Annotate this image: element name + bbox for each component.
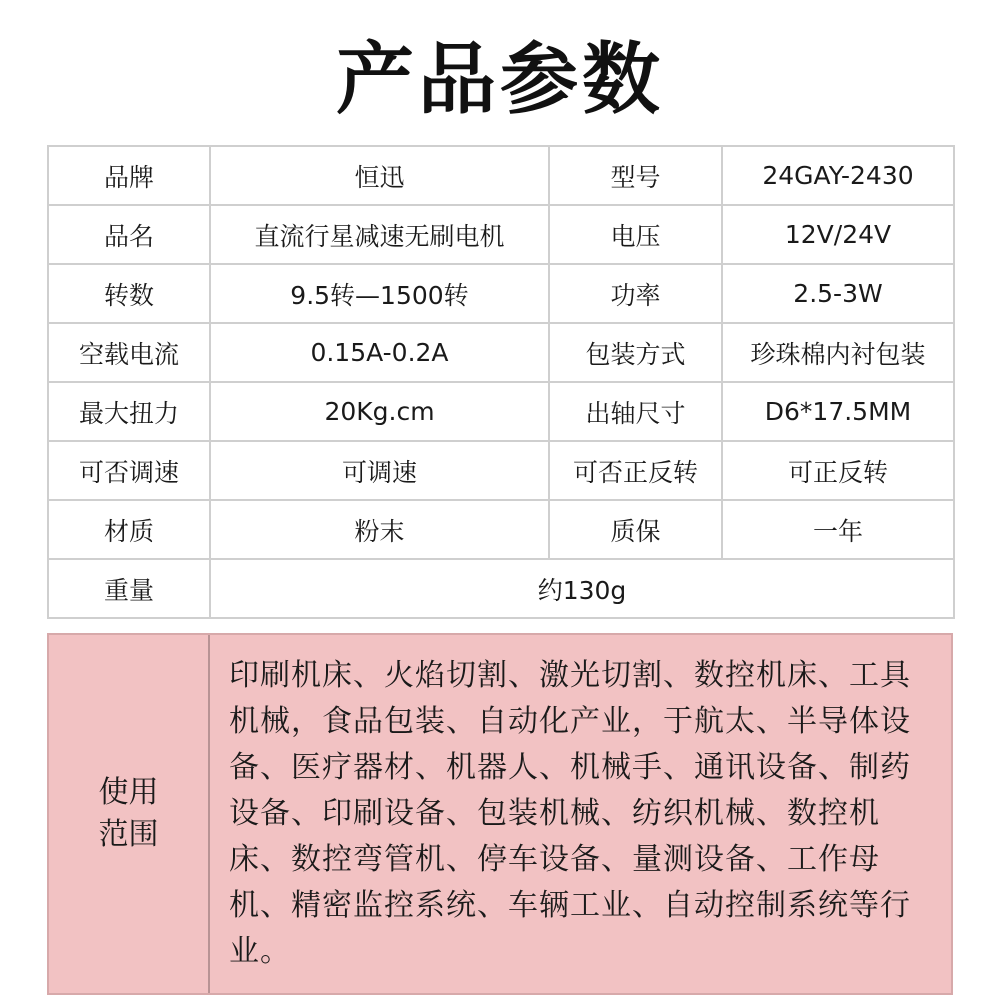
spec-value: 可调速 (210, 441, 549, 500)
table-row (48, 323, 954, 382)
table-row (48, 146, 954, 205)
spec-value: 珍珠棉内衬包装 (722, 323, 954, 382)
weight-value: 约130g (210, 559, 954, 618)
spec-value: D6*17.5MM (722, 382, 954, 441)
spec-label: 功率 (549, 264, 722, 323)
spec-label: 最大扭力 (48, 382, 210, 441)
usage-label-cell (49, 635, 210, 993)
spec-value: 12V/24V (722, 205, 954, 264)
spec-value: 恒迅 (210, 146, 549, 205)
spec-value: 2.5-3W (722, 264, 954, 323)
usage-label: 使用范围 (98, 775, 159, 852)
spec-table (47, 145, 955, 619)
spec-label: 空载电流 (48, 323, 210, 382)
table-row (48, 205, 954, 264)
spec-label: 品名 (48, 205, 210, 264)
spec-value: 可正反转 (722, 441, 954, 500)
spec-label: 材质 (48, 500, 210, 559)
usage-section (47, 633, 953, 995)
spec-label: 可否正反转 (549, 441, 722, 500)
page-title: 产品参数 (335, 35, 664, 125)
spec-label: 电压 (549, 205, 722, 264)
spec-label: 质保 (549, 500, 722, 559)
spec-value: 20Kg.cm (210, 382, 549, 441)
table-row (48, 264, 954, 323)
table-row (48, 382, 954, 441)
spec-label: 型号 (549, 146, 722, 205)
table-row (48, 441, 954, 500)
usage-text: 印刷机床、火焰切割、激光切割、数控机床、工具机械，食品包装、自动化产业，于航太、半导体设备、医疗器材、机器人、机械手、通讯设备、制药设备、印刷设备、包装机械、纺织机械、数控机床、数控弯管机、停车设备、量测设备、工作母机、精密监控系统、车辆工业、自动控制系统等行业。 (229, 658, 911, 969)
table-row (48, 500, 954, 559)
spec-value: 0.15A-0.2A (210, 323, 549, 382)
spec-label: 包装方式 (549, 323, 722, 382)
spec-value: 24GAY-2430 (722, 146, 954, 205)
spec-value: 9.5转—1500转 (210, 264, 549, 323)
spec-value: 直流行星减速无刷电机 (210, 205, 549, 264)
spec-label: 可否调速 (48, 441, 210, 500)
spec-label: 出轴尺寸 (549, 382, 722, 441)
spec-label: 转数 (48, 264, 210, 323)
spec-value: 一年 (722, 500, 954, 559)
spec-value: 粉末 (210, 500, 549, 559)
weight-label: 重量 (48, 559, 210, 618)
weight-row (48, 559, 954, 618)
spec-label: 品牌 (48, 146, 210, 205)
